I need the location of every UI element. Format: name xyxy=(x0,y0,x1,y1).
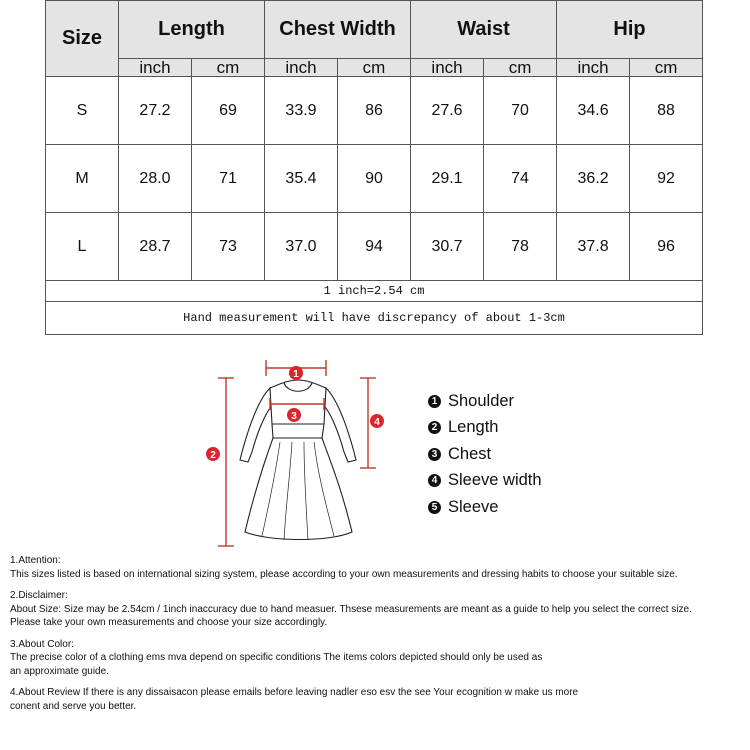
header-chest-width: Chest Width xyxy=(265,1,411,59)
attention-note xyxy=(10,554,750,581)
value-cell: 88 xyxy=(630,77,703,145)
legend-label: Length xyxy=(448,418,499,437)
value-cell: 30.7 xyxy=(411,213,484,281)
value-cell: 33.9 xyxy=(265,77,338,145)
sleeve-width-marker xyxy=(370,414,384,428)
unit-cell: inch xyxy=(265,59,338,77)
value-cell: 69 xyxy=(192,77,265,145)
value-cell: 73 xyxy=(192,213,265,281)
value-cell: 37.0 xyxy=(265,213,338,281)
value-cell: 27.2 xyxy=(119,77,192,145)
length-marker xyxy=(206,447,220,461)
note-title: 1.Attention: xyxy=(10,555,61,566)
note-line: conent and serve you better. xyxy=(10,700,137,712)
unit-cell: inch xyxy=(411,59,484,77)
discrepancy-row xyxy=(46,302,703,335)
number-badge-icon: 5 xyxy=(428,501,441,514)
value-cell: 35.4 xyxy=(265,145,338,213)
value-cell: 37.8 xyxy=(557,213,630,281)
conversion-note: 1 inch=2.54 cm xyxy=(46,281,703,302)
header-row xyxy=(46,1,703,59)
chest-marker xyxy=(287,408,301,422)
note-line: an approximate guide. xyxy=(10,665,109,677)
legend-label: Shoulder xyxy=(448,391,515,410)
header-hip: Hip xyxy=(557,1,703,59)
unit-cell: cm xyxy=(630,59,703,77)
legend-label: Sleeve width xyxy=(448,471,542,490)
legend-item xyxy=(428,494,542,521)
legend-label: Chest xyxy=(448,444,492,463)
value-cell: 70 xyxy=(484,77,557,145)
header-waist: Waist xyxy=(411,1,557,59)
header-size: Size xyxy=(46,1,119,77)
size-cell: S xyxy=(46,77,119,145)
unit-cell: inch xyxy=(119,59,192,77)
value-cell: 36.2 xyxy=(557,145,630,213)
unit-cell: inch xyxy=(557,59,630,77)
svg-text:2: 2 xyxy=(210,450,216,461)
value-cell: 34.6 xyxy=(557,77,630,145)
review-note xyxy=(10,686,750,713)
svg-text:1: 1 xyxy=(293,369,299,380)
table-row xyxy=(46,213,703,281)
note-line: Please take your own measurements and choose your size accordingly. xyxy=(10,617,328,628)
value-cell: 28.0 xyxy=(119,145,192,213)
legend-label: Sleeve xyxy=(448,497,499,516)
note-line: About Size: Size may be 2.54cm / 1inch inaccuracy due to hand measuer. Thsese measurements are meant as a guide to help you select the correct size. xyxy=(10,603,692,615)
size-cell: L xyxy=(46,213,119,281)
legend-item xyxy=(428,415,542,442)
value-cell: 78 xyxy=(484,213,557,281)
svg-text:3: 3 xyxy=(291,411,297,422)
notes-section xyxy=(10,554,750,713)
note-line: 4.About Review If there is any dissaisacon please emails before leaving nadler eso esv the see Your ecognition w make us more xyxy=(10,687,579,698)
value-cell: 94 xyxy=(338,213,411,281)
note-line: The precise color of a clothing ems mva depend on specific conditions The items colors depicted should only be used as xyxy=(10,652,543,663)
number-badge-icon: 3 xyxy=(428,448,441,461)
value-cell: 92 xyxy=(630,145,703,213)
value-cell: 96 xyxy=(630,213,703,281)
size-chart-table xyxy=(45,0,703,335)
measurement-legend xyxy=(428,388,542,521)
color-note xyxy=(10,638,750,679)
table-row xyxy=(46,145,703,213)
shoulder-marker xyxy=(289,366,303,380)
value-cell: 28.7 xyxy=(119,213,192,281)
note-line: This sizes listed is based on international sizing system, please according to your own measurements and dressing habits to choose your suitable size. xyxy=(10,568,678,580)
value-cell: 86 xyxy=(338,77,411,145)
legend-item xyxy=(428,468,542,495)
unit-row xyxy=(46,59,703,77)
number-badge-icon: 4 xyxy=(428,474,441,487)
value-cell: 90 xyxy=(338,145,411,213)
legend-item xyxy=(428,441,542,468)
size-cell: M xyxy=(46,145,119,213)
value-cell: 29.1 xyxy=(411,145,484,213)
header-length: Length xyxy=(119,1,265,59)
number-badge-icon: 2 xyxy=(428,421,441,434)
value-cell: 74 xyxy=(484,145,557,213)
conversion-row xyxy=(46,281,703,302)
unit-cell: cm xyxy=(192,59,265,77)
value-cell: 71 xyxy=(192,145,265,213)
unit-cell: cm xyxy=(484,59,557,77)
number-badge-icon: 1 xyxy=(428,395,441,408)
svg-text:4: 4 xyxy=(374,417,380,428)
dress-measurement-diagram xyxy=(200,350,400,550)
note-title: 2.Disclaimer: xyxy=(10,590,68,601)
discrepancy-note: Hand measurement will have discrepancy of about 1-3cm xyxy=(46,302,703,335)
note-title: 3.About Color: xyxy=(10,638,74,650)
table-row xyxy=(46,77,703,145)
legend-item xyxy=(428,388,542,415)
unit-cell: cm xyxy=(338,59,411,77)
value-cell: 27.6 xyxy=(411,77,484,145)
disclaimer-note xyxy=(10,589,750,630)
